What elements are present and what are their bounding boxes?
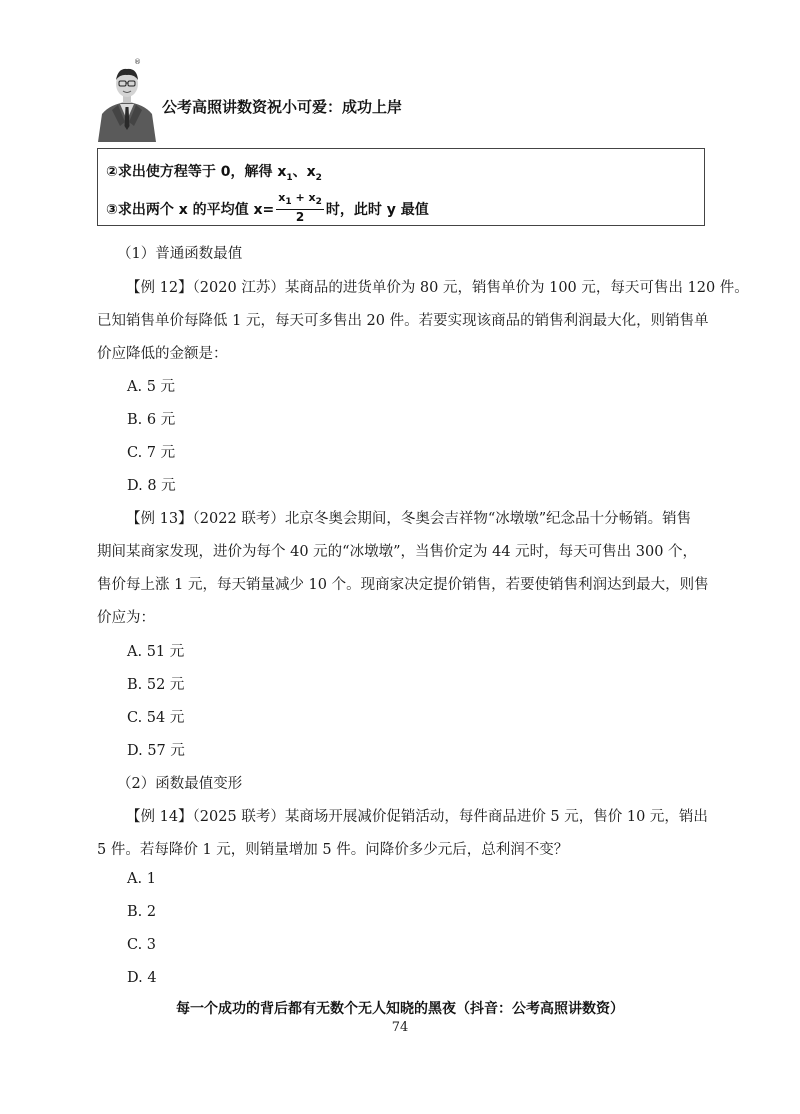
q13-option-d: D. 57 元 bbox=[127, 743, 185, 759]
q12-option-c: C. 7 元 bbox=[127, 445, 176, 461]
q14-line-1: 【例 14】（2025 联考）某商场开展减价促销活动，每件商品进价 5 元，售价 10 元，销出 bbox=[126, 809, 708, 825]
footer-motto: 每一个成功的背后都有无数个无人知晓的黑夜（抖音：公考高照讲数资） bbox=[176, 1001, 624, 1017]
subscript-2: 2 bbox=[315, 172, 322, 183]
subscript-1: 1 bbox=[286, 172, 293, 183]
q13-option-a: A. 51 元 bbox=[127, 644, 185, 660]
q14-option-b: B. 2 bbox=[127, 904, 157, 920]
q13-line-4: 价应为： bbox=[97, 610, 155, 626]
q12-option-b: B. 6 元 bbox=[127, 412, 176, 428]
num-sub1: 1 bbox=[285, 197, 292, 208]
step3-suffix: 时，此时 y 最值 bbox=[325, 202, 429, 219]
fraction-numerator bbox=[276, 191, 324, 210]
q12-option-a: A. 5 元 bbox=[127, 379, 176, 395]
q14-option-c: C. 3 bbox=[127, 937, 157, 953]
section-title-1: （1）普通函数最值 bbox=[117, 246, 243, 262]
page-header bbox=[96, 58, 496, 142]
q13-option-b: B. 52 元 bbox=[127, 677, 185, 693]
header-slogan: 公考高照讲数资祝小可爱：成功上岸 bbox=[162, 98, 403, 116]
registered-mark: ® bbox=[134, 58, 141, 66]
instructor-photo bbox=[96, 64, 158, 142]
q14-option-d: D. 4 bbox=[127, 970, 157, 986]
method-step-2 bbox=[106, 161, 322, 183]
fraction-denominator: 2 bbox=[295, 210, 305, 225]
q12-option-d: D. 8 元 bbox=[127, 478, 176, 494]
num-x1: x bbox=[278, 191, 286, 204]
method-step-3 bbox=[106, 193, 429, 227]
page-number: 74 bbox=[391, 1020, 409, 1035]
num-sub2: 2 bbox=[315, 197, 322, 208]
q13-line-2: 期间某商家发现，进价为每个 40 元的“冰墩墩”，当售价定为 44 元时，每天可售出 300 个， bbox=[97, 544, 698, 560]
step2-text: ②求出使方程等于 0，解得 x bbox=[106, 164, 287, 180]
method-box bbox=[97, 148, 705, 226]
q14-option-a: A. 1 bbox=[127, 871, 156, 887]
q12-line-2: 已知销售单价每降低 1 元，每天可多售出 20 件。若要实现该商品的销售利润最大化，则销售单 bbox=[97, 313, 709, 329]
q13-line-1: 【例 13】（2022 联考）北京冬奥会期间，冬奥会吉祥物“冰墩墩”纪念品十分畅销。销售 bbox=[126, 511, 692, 527]
step2-separator: 、x bbox=[292, 164, 316, 180]
q13-line-3: 售价每上涨 1 元，每天销量减少 10 个。现商家决定提价销售，若要使销售利润达到最大，则售 bbox=[97, 577, 709, 593]
num-plus-x2: + x bbox=[291, 191, 316, 204]
step3-prefix: ③求出两个 x 的平均值 x= bbox=[106, 202, 275, 219]
average-fraction bbox=[276, 191, 324, 225]
q12-line-1: 【例 12】（2020 江苏）某商品的进货单价为 80 元，销售单价为 100 元，每天可售出 120 件。 bbox=[126, 280, 749, 296]
q14-line-2: 5 件。若每降价 1 元，则销量增加 5 件。问降价多少元后，总利润不变？ bbox=[97, 842, 569, 858]
q12-line-3: 价应降低的金额是： bbox=[97, 346, 228, 362]
section-title-2: （2）函数最值变形 bbox=[117, 776, 243, 792]
q13-option-c: C. 54 元 bbox=[127, 710, 185, 726]
